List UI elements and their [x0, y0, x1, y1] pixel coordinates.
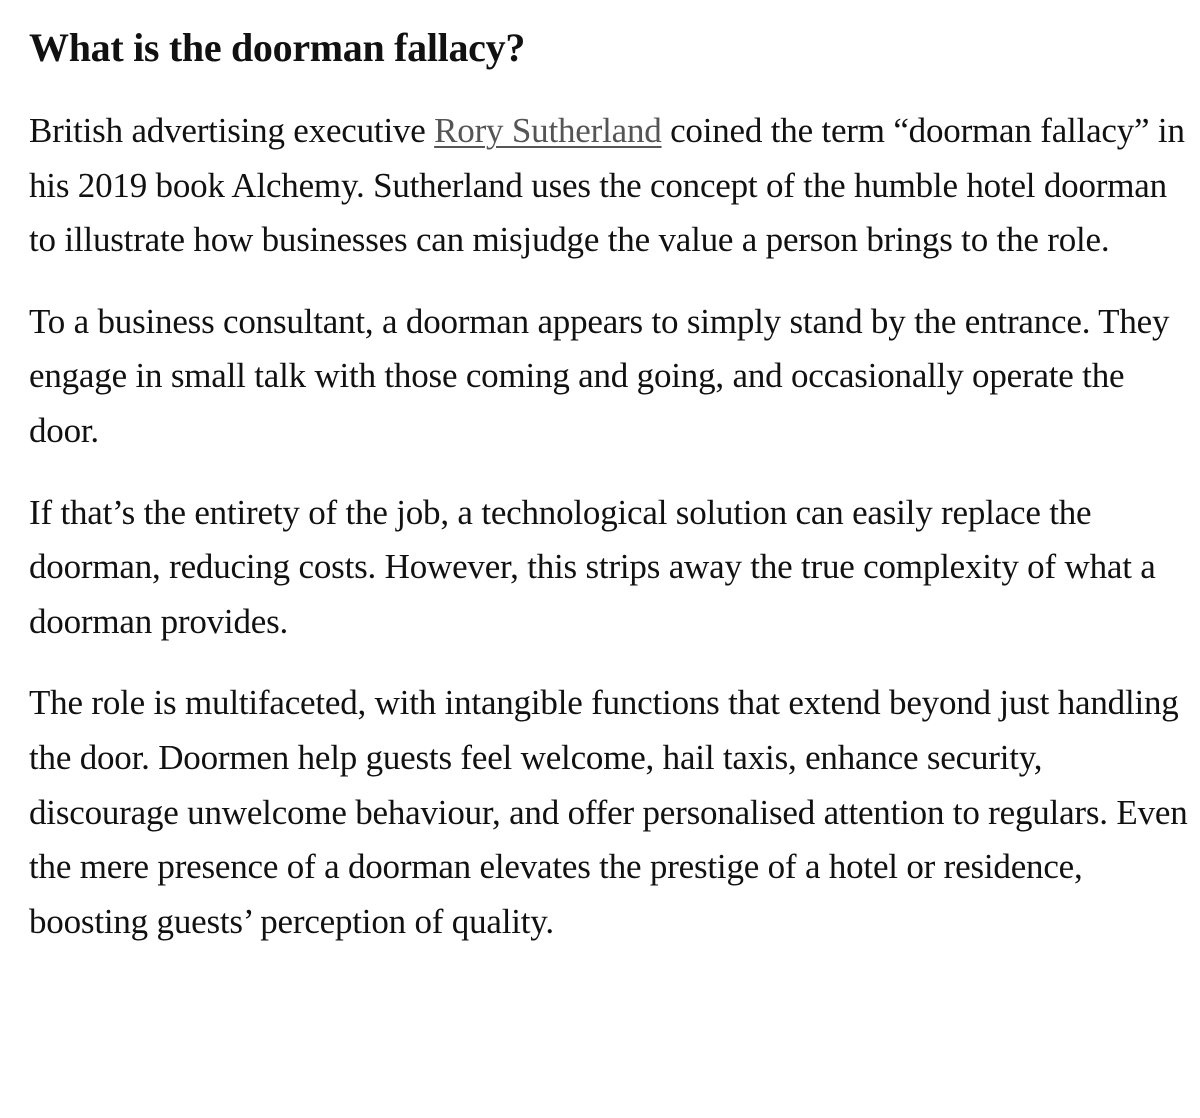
article-body: [29, 14, 1189, 949]
paragraph-1-text-end: coined the term “doorman fallacy” in his 2019 book Alchemy. Sutherland uses the concept of the humble hotel doorman to illustrate how businesses can misjudge the value a person brings to the role.: [29, 111, 1185, 260]
paragraph-4: The role is multifaceted, with intangible functions that extend beyond just handling the door. Doormen help guests feel welcome, hail taxis, enhance security, discourage unwelcome behaviour, and offer personalised attention to regulars. Even the mere presence of a doorman elevates the prestige of a hotel or residence, boosting guests’ perception of quality.: [29, 683, 1188, 941]
rory-sutherland-link[interactable]: Rory Sutherland: [434, 111, 662, 150]
section-heading: What is the doorman fallacy?: [29, 25, 526, 70]
paragraph-2: To a business consultant, a doorman appears to simply stand by the entrance. They engage in small talk with those coming and going, and occasionally operate the door.: [29, 301, 1170, 450]
paragraph-1: [29, 104, 1189, 268]
paragraph-1-text-start: British advertising executive: [29, 111, 435, 150]
paragraph-3: If that’s the entirety of the job, a technological solution can easily replace the doorman, reducing costs. However, this strips away the true complexity of what a doorman provides.: [29, 492, 1156, 641]
